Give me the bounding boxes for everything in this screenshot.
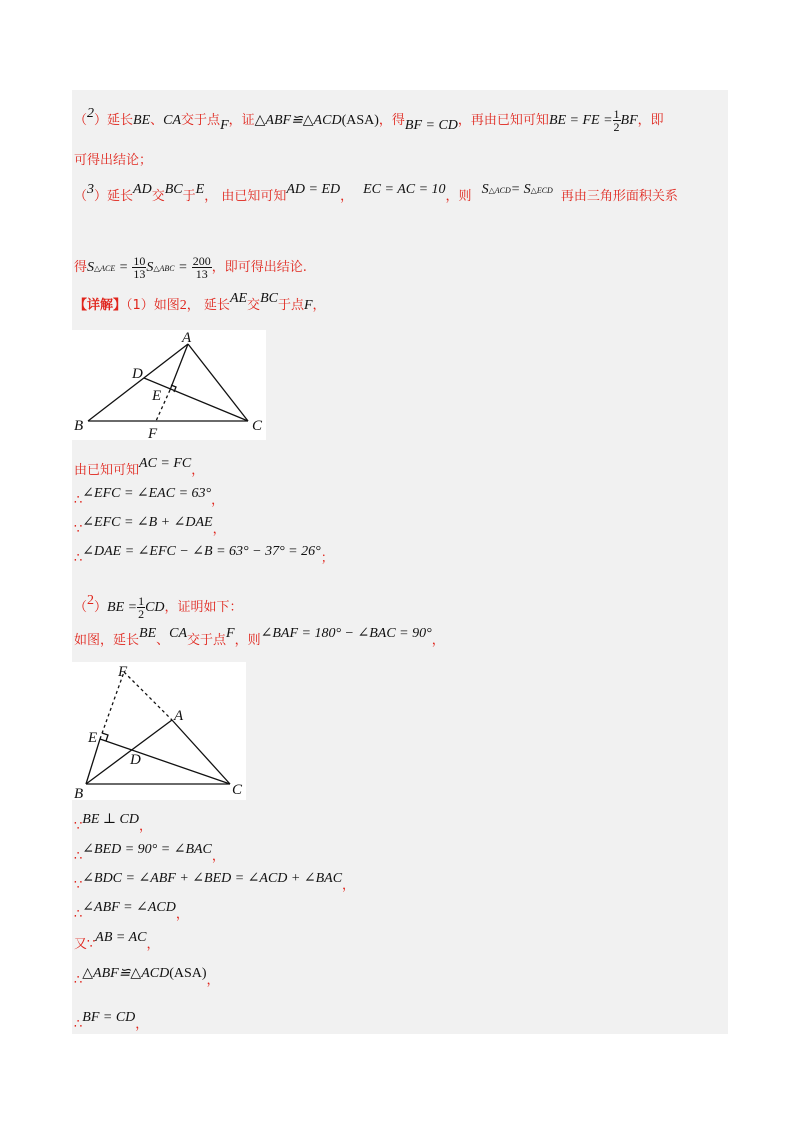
label-E: E (152, 388, 162, 404)
analysis-part3-line1: （3）延长AD交BC于E， 由已知可知AD = ED， EC = AC = 10，则 S△ACD= S△ECD 再由三角形面积关系 (74, 182, 678, 204)
segment-EF-dashed (100, 672, 124, 739)
step-1-3: ∵∠EFC = ∠B + ∠DAE， (74, 515, 226, 537)
figure-2 (72, 662, 246, 800)
figure-1 (72, 330, 266, 440)
label-F: F (118, 664, 128, 680)
label-C: C (232, 782, 243, 798)
step-1-4: ∴∠DAE = ∠EFC − ∠B = 63° − 37° = 26°； (74, 544, 334, 566)
segment-AC (188, 344, 248, 421)
label-D: D (130, 752, 141, 768)
step-1-1: 由已知可知AC = FC， (74, 456, 205, 478)
fraction-half-2: $\frac{1}{2}$ (138, 594, 145, 621)
figure-1-diagram (72, 330, 266, 440)
segment-FA-dashed (124, 672, 172, 720)
solution-part1-intro: 【详解】（1）如图2， 延长AE交BC于点F， (74, 291, 326, 313)
step-2-7: ∴BF = CD， (74, 1010, 149, 1032)
label-D: D (132, 366, 143, 382)
step-2-3: ∵∠BDC = ∠ABF + ∠BED = ∠ACD + ∠BAC， (74, 871, 356, 893)
fraction-10-13: $\frac{10}{13}$ (133, 254, 146, 281)
analysis-part2-line2: 可得出结论； (74, 153, 153, 168)
step-1-2: ∴∠EFC = ∠EAC = 63°， (74, 486, 225, 508)
label-B: B (74, 786, 84, 800)
analysis-part3-line2: 得S△ACE = $\frac{10}{13}$ S△ABC = $\frac{200}{13}$ ，即可得出结论. (74, 254, 307, 281)
fraction-half: $\frac{1}{2}$ (613, 107, 620, 134)
label-A: A (174, 708, 184, 724)
label-A: A (182, 330, 192, 346)
solution-part2-claim: （2）BE = $\frac{1}{2}$ CD，证明如下： (74, 593, 243, 621)
segment-BA (86, 720, 172, 784)
step-2-6: ∴△ABF≌△ACD(ASA)， (74, 966, 220, 988)
step-2-2: ∴∠BED = 90° = ∠BAC， (74, 842, 225, 864)
label-F: F (148, 426, 158, 440)
step-2-4: ∴∠ABF = ∠ACD， (74, 900, 189, 922)
step-2-1: ∵BE ⊥ CD， (74, 812, 153, 834)
fraction-200-13: $\frac{200}{13}$ (192, 254, 211, 281)
solution-part2-intro: 如图，延长BE、CA交于点F，则∠BAF = 180° − ∠BAC = 90°， (74, 626, 445, 648)
label-C: C (252, 418, 263, 434)
label-E: E (88, 730, 98, 746)
step-2-5: 又∵AB = AC， (74, 930, 160, 952)
analysis-part2-line1: （2）延长BE、CA交于点F，证△ABF≌△ACD(ASA)，得BF = CD，再由已知可知BE = FE = $\frac{1}{2}$ BF，即 (74, 106, 664, 134)
label-B: B (74, 418, 84, 434)
segment-EC (100, 739, 230, 784)
figure-2-diagram (72, 662, 246, 800)
